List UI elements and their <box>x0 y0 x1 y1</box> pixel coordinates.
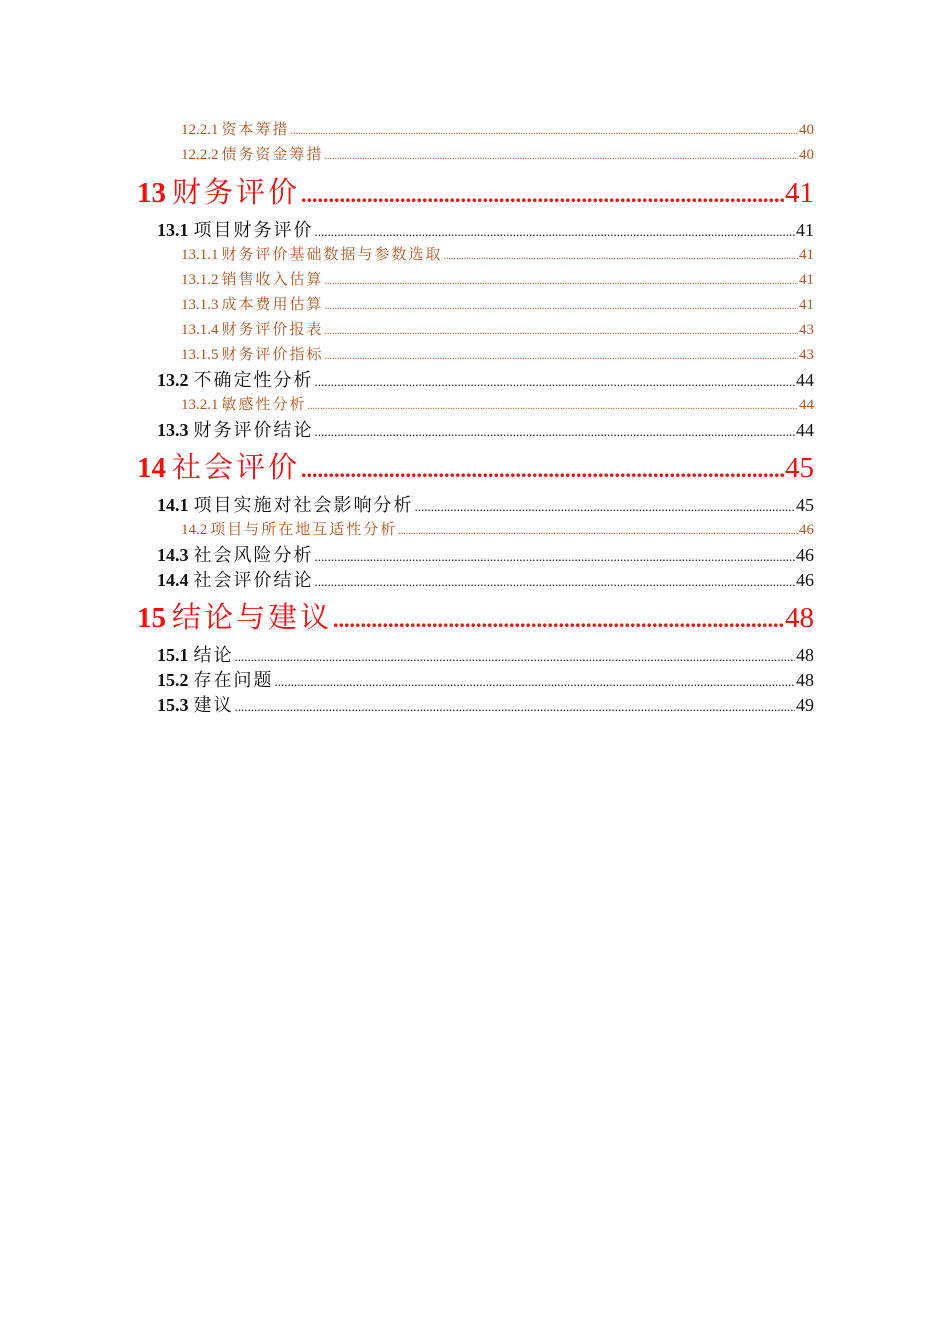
toc-entry-label <box>157 418 314 443</box>
toc-dot-leader <box>315 418 796 444</box>
toc-entry-title: 敏感性分析 <box>221 397 307 413</box>
toc-entry-label <box>157 668 274 693</box>
toc-entry-label <box>157 693 234 718</box>
toc-entry-title: 建议 <box>193 695 234 715</box>
toc-entry-title: 社会评价结论 <box>193 570 314 590</box>
toc-dot-leader <box>291 118 798 144</box>
toc-page-number: 43 <box>799 322 814 338</box>
toc-entry-number: 14.2 <box>181 522 208 538</box>
toc-page-number: 41 <box>799 297 814 313</box>
toc-entry-number: 13.1.2 <box>181 272 219 288</box>
toc-page-number: 40 <box>799 122 814 138</box>
toc-dot-leader <box>275 668 796 694</box>
toc-entry-label <box>181 293 324 318</box>
toc-entry-number: 15.1 <box>157 645 189 665</box>
toc-page-number: 41 <box>785 177 814 209</box>
toc-dot-leader <box>325 318 798 344</box>
toc-chapter-entry[interactable] <box>137 593 814 643</box>
toc-dot-leader <box>444 243 798 269</box>
toc-subsection-entry[interactable] <box>137 518 814 543</box>
toc-dot-leader <box>325 343 798 369</box>
toc-page-number: 41 <box>796 220 814 240</box>
toc-page-number: 48 <box>796 645 814 665</box>
toc-entry-title: 社会评价 <box>172 452 301 484</box>
toc-entry-title: 结论 <box>193 645 234 665</box>
toc-entry-title: 销售收入估算 <box>221 272 324 288</box>
toc-page-number: 44 <box>799 397 814 413</box>
toc-section-entry[interactable] <box>137 218 814 243</box>
toc-entry-title: 存在问题 <box>193 670 274 690</box>
toc-entry-label <box>181 518 397 543</box>
toc-chapter-entry[interactable] <box>137 443 814 493</box>
toc-entry-number: 15 <box>137 602 166 634</box>
toc-section-entry[interactable] <box>137 568 814 593</box>
toc-entry-label <box>157 218 314 243</box>
toc-section-entry[interactable] <box>137 418 814 443</box>
toc-chapter-entry[interactable] <box>137 168 814 218</box>
toc-dot-leader <box>325 143 798 169</box>
toc-dot-leader <box>315 368 796 394</box>
toc-subsection-entry[interactable] <box>137 143 814 168</box>
toc-entry-number: 13.1.3 <box>181 297 219 313</box>
toc-entry-title: 结论与建议 <box>172 602 333 634</box>
toc-entry-label <box>181 268 324 293</box>
toc-entry-number: 14.1 <box>157 495 189 515</box>
toc-entry-number: 14.4 <box>157 570 189 590</box>
toc-entry-number: 14.3 <box>157 545 189 565</box>
toc-entry-label <box>181 143 324 168</box>
toc-entry-title: 不确定性分析 <box>193 370 314 390</box>
toc-dot-leader <box>325 268 798 294</box>
toc-entry-title: 项目财务评价 <box>193 220 314 240</box>
toc-dot-leader <box>315 218 796 244</box>
toc-section-entry[interactable] <box>137 643 814 668</box>
toc-entry-number: 13 <box>137 177 166 209</box>
toc-page-number: 45 <box>785 452 814 484</box>
toc-page-number: 40 <box>799 147 814 163</box>
toc-entry-label <box>157 493 414 518</box>
toc-entry-label <box>181 343 324 368</box>
toc-page-number: 41 <box>799 272 814 288</box>
toc-page-number: 44 <box>796 420 814 440</box>
toc-entry-title: 债务资金筹措 <box>221 147 324 163</box>
toc-entry-label <box>137 443 300 493</box>
toc-entry-number: 12.2.1 <box>181 122 219 138</box>
toc-entry-number: 14 <box>137 452 166 484</box>
toc-entry-number: 13.1.4 <box>181 322 219 338</box>
toc-dot-leader <box>301 168 784 220</box>
toc-section-entry[interactable] <box>137 493 814 518</box>
toc-page-number: 45 <box>796 495 814 515</box>
toc-entry-title: 财务评价结论 <box>193 420 314 440</box>
toc-entry-label <box>157 543 314 568</box>
toc-entry-title: 财务评价 <box>172 177 301 209</box>
toc-entry-label <box>137 593 332 643</box>
toc-entry-label <box>181 318 324 343</box>
toc-subsection-entry[interactable] <box>137 343 814 368</box>
toc-entry-label <box>181 243 443 268</box>
toc-entry-label <box>181 393 307 418</box>
toc-page-number: 48 <box>785 602 814 634</box>
toc-entry-title: 社会风险分析 <box>193 545 314 565</box>
toc-entry-number: 13.1.5 <box>181 347 219 363</box>
toc-page-number: 46 <box>796 545 814 565</box>
toc-subsection-entry[interactable] <box>137 318 814 343</box>
toc-subsection-entry[interactable] <box>137 268 814 293</box>
toc-entry-number: 15.2 <box>157 670 189 690</box>
toc-section-entry[interactable] <box>137 368 814 393</box>
toc-page-number: 49 <box>796 695 814 715</box>
toc-entry-number: 13.2 <box>157 370 189 390</box>
toc-dot-leader <box>415 493 796 519</box>
toc-entry-number: 13.3 <box>157 420 189 440</box>
toc-dot-leader <box>325 293 798 319</box>
toc-entry-number: 15.3 <box>157 695 189 715</box>
toc-dot-leader <box>235 693 796 719</box>
toc-entry-number: 12.2.2 <box>181 147 219 163</box>
toc-dot-leader <box>301 443 784 495</box>
toc-entry-title: 财务评价报表 <box>221 322 324 338</box>
toc-dot-leader <box>315 568 796 594</box>
toc-entry-title: 项目与所在地互适性分析 <box>210 522 398 538</box>
toc-page-number: 43 <box>799 347 814 363</box>
toc-dot-leader <box>398 518 798 544</box>
toc-entry-label <box>157 568 314 593</box>
toc-page-number: 44 <box>796 370 814 390</box>
toc-dot-leader <box>235 643 796 669</box>
toc-entry-title: 成本费用估算 <box>221 297 324 313</box>
toc-entry-title: 项目实施对社会影响分析 <box>193 495 414 515</box>
toc-section-entry[interactable] <box>137 543 814 568</box>
toc-dot-leader <box>333 593 784 645</box>
toc-section-entry[interactable] <box>137 668 814 693</box>
toc-entry-label <box>157 368 314 393</box>
toc-page-number: 41 <box>799 247 814 263</box>
toc-page-number: 46 <box>796 570 814 590</box>
toc-entry-number: 13.1.1 <box>181 247 219 263</box>
toc-entry-number: 13.1 <box>157 220 189 240</box>
toc-subsection-entry[interactable] <box>137 118 814 143</box>
toc-entry-label <box>137 168 300 218</box>
toc-entry-title: 财务评价基础数据与参数选取 <box>221 247 443 263</box>
toc-entry-title: 资本筹措 <box>221 122 290 138</box>
toc-subsection-entry[interactable] <box>137 243 814 268</box>
toc-page-number: 48 <box>796 670 814 690</box>
toc-dot-leader <box>315 543 796 569</box>
table-of-contents <box>137 118 814 718</box>
toc-entry-label <box>157 643 234 668</box>
toc-dot-leader <box>308 393 798 419</box>
toc-subsection-entry[interactable] <box>137 393 814 418</box>
toc-entry-label <box>181 118 290 143</box>
toc-subsection-entry[interactable] <box>137 293 814 318</box>
toc-entry-title: 财务评价指标 <box>221 347 324 363</box>
toc-entry-number: 13.2.1 <box>181 397 219 413</box>
toc-section-entry[interactable] <box>137 693 814 718</box>
toc-page-number: 46 <box>799 522 814 538</box>
